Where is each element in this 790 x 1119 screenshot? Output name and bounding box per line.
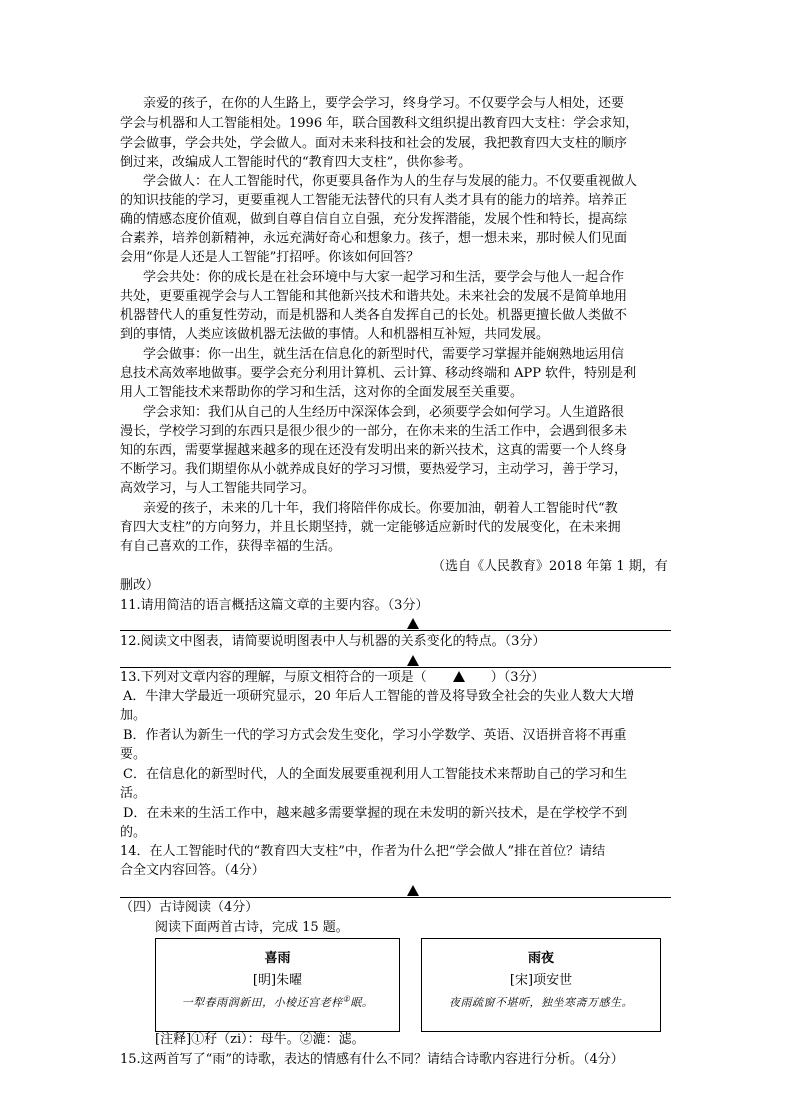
poem-line: 夜雨疏窗不堪听，独坐寒斋万感生。 xyxy=(449,996,633,1009)
article-line: 育四大支柱”的方向努力，并且长期坚持，就一定能够适应新时代的发展变化，在未来拥 xyxy=(120,520,621,535)
poem-box-1 xyxy=(155,938,400,1032)
question-13 xyxy=(120,668,544,688)
answer-marker-icon xyxy=(407,655,419,666)
option-c: C．在信息化的新型时代，人的全面发展要重视利用人工智能技术来帮助自己的学习和生 xyxy=(123,767,627,782)
article-source: 删改） xyxy=(120,578,160,593)
article-line: 漫长，学校学习到的东西只是很少很少的一部分，在你未来的生活工作中，会遇到很多未 xyxy=(120,424,628,439)
poem-line xyxy=(156,994,399,1010)
question-14: 14．在人工智能时代的“教育四大支柱”中，作者为什么把“学会做人”排在首位？请结 xyxy=(120,844,606,859)
article-line: 合素养，培养创新精神，永远充满好奇心和想象力。孩子，想一想未来，那时候人们见面 xyxy=(120,231,628,246)
question-14: 合全文内容回答。（4分） xyxy=(120,863,265,878)
article-line: 确的情感态度价值观，做到自尊自信自立自强，充分发挥潜能，发展个性和特长，提高综 xyxy=(120,212,628,227)
article-line: 学会做人：在人工智能时代，你更要具备作为人的生存与发展的能力。不仅要重视做人 xyxy=(143,174,638,189)
answer-marker-icon xyxy=(407,885,419,896)
article-line: 机器替代人的重复性劳动，而是机器和人类各自发挥自己的长处。机器更擅长做人类做不 xyxy=(120,308,628,323)
article-line: 到的事情，人类应该做机器无法做的事情。人和机器相互补短，共同发展。 xyxy=(120,327,550,342)
poem-author: [宋]项安世 xyxy=(509,973,573,988)
article-line: 的知识技能的学习，更要重视人工智能无法替代的只有人类才具有的能力的培养。培养正 xyxy=(120,193,628,208)
option-d: 的。 xyxy=(120,825,147,840)
article-line: 学会求知：我们从自己的人生经历中深深体会到，必须要学会如何学习。人生道路很 xyxy=(143,405,625,420)
article-line: 倒过来，改编成人工智能时代的“教育四大支柱”，供你参考。 xyxy=(120,155,472,170)
article-line: 学会与机器和人工智能相处。1996 年，联合国教科文组织提出教育四大支柱：学会求知， xyxy=(120,116,639,131)
poem-title: 喜雨 xyxy=(264,951,291,966)
section-title: （四）古诗阅读（4分） xyxy=(120,900,259,915)
article-line: 学会做事，学会共处，学会做人。面对未来科技和社会的发展，我把教育四大支柱的顺序 xyxy=(120,136,628,151)
answer-line xyxy=(120,630,671,631)
article-line: 不断学习。我们期望你从小就养成良好的学习习惯，要热爱学习，主动学习，善于学习， xyxy=(120,462,628,477)
question-13-points: ）（3分） xyxy=(490,670,545,685)
article-source: （选自《人民教育》2018 年第 1 期，有 xyxy=(432,559,668,574)
note-marker: ① xyxy=(342,994,351,1004)
question-12: 12.阅读文中图表，请简要说明图表中人与机器的关系变化的特点。（3分） xyxy=(120,634,546,649)
poem-text: 一犁春雨润新田，小棱还宫老梓 xyxy=(181,996,343,1009)
poetry-instruction: 阅读下面两首古诗，完成 15 题。 xyxy=(155,920,349,935)
option-a: 加。 xyxy=(120,708,147,723)
article-line: 有自己喜欢的工作，获得幸福的生活。 xyxy=(120,539,342,554)
poem-text: 眠。 xyxy=(350,996,374,1009)
option-c: 活。 xyxy=(120,786,147,801)
option-b: B．作者认为新生一代的学习方式会发生变化，学习小学数学、英语、汉语拼音将不再重 xyxy=(123,728,627,743)
article-line: 高效学习，与人工智能共同学习。 xyxy=(120,481,316,496)
article-line: 学会做事：你一出生，就生活在信息化的新型时代，需要学习掌握并能娴熟地运用信 xyxy=(143,347,625,362)
answer-marker-icon xyxy=(407,618,419,629)
option-b: 要。 xyxy=(120,747,147,762)
article-line: 亲爱的孩子，在你的人生路上，要学会学习，终身学习。不仅要学会与人相处，还要 xyxy=(143,96,625,111)
article-line: 息技术高效率地做事。要学会充分利用计算机、云计算、移动终端和 APP 软件，特别是利 xyxy=(120,366,637,381)
question-11: 11.请用简洁的语言概括这篇文章的主要内容。（3分） xyxy=(120,598,429,613)
article-line: 知的东西，需要掌握越来越多的现在还没有发明出来的新兴技术，这真的需要一个人终身 xyxy=(120,443,628,458)
poem-box-2 xyxy=(421,938,661,1032)
question-13-text: 13.下列对文章内容的理解，与原文相符合的一项是（ xyxy=(120,670,427,685)
poem-annotation: [注释]①秄（zi）：母牛。②漉：滤。 xyxy=(155,1032,365,1047)
option-a: A．牛津大学最近一项研究显示，20 年后人工智能的普及将导致全社会的失业人数大大增 xyxy=(123,689,635,704)
article-line: 亲爱的孩子，未来的几十年，我们将陪伴你成长。你要加油，朝着人工智能时代“教 xyxy=(143,501,618,516)
article-line: 用人工智能技术来帮助你的学习和生活，这对你的全面发展至关重要。 xyxy=(120,385,524,400)
answer-marker-icon xyxy=(453,671,465,682)
question-15: 15.这两首写了“雨”的诗歌，表达的情感有什么不同？请结合诗歌内容进行分析。（4分） xyxy=(120,1052,624,1067)
article-line: 共处，更要重视学会与人工智能和其他新兴技术和谐共处。未来社会的发展不是简单地用 xyxy=(120,289,628,304)
article-line: 学会共处：你的成长是在社会环境中与大家一起学习和生活，要学会与他人一起合作 xyxy=(143,270,625,285)
poem-title: 雨夜 xyxy=(527,951,554,966)
article-line: 会用“你是人还是人工智能”打招呼。你该如何回答？ xyxy=(120,250,420,265)
option-d: D．在未来的生活工作中，越来越多需要掌握的现在未发明的新兴技术，是在学校学不到 xyxy=(123,806,628,821)
poem-author: [明]朱曜 xyxy=(252,973,303,988)
